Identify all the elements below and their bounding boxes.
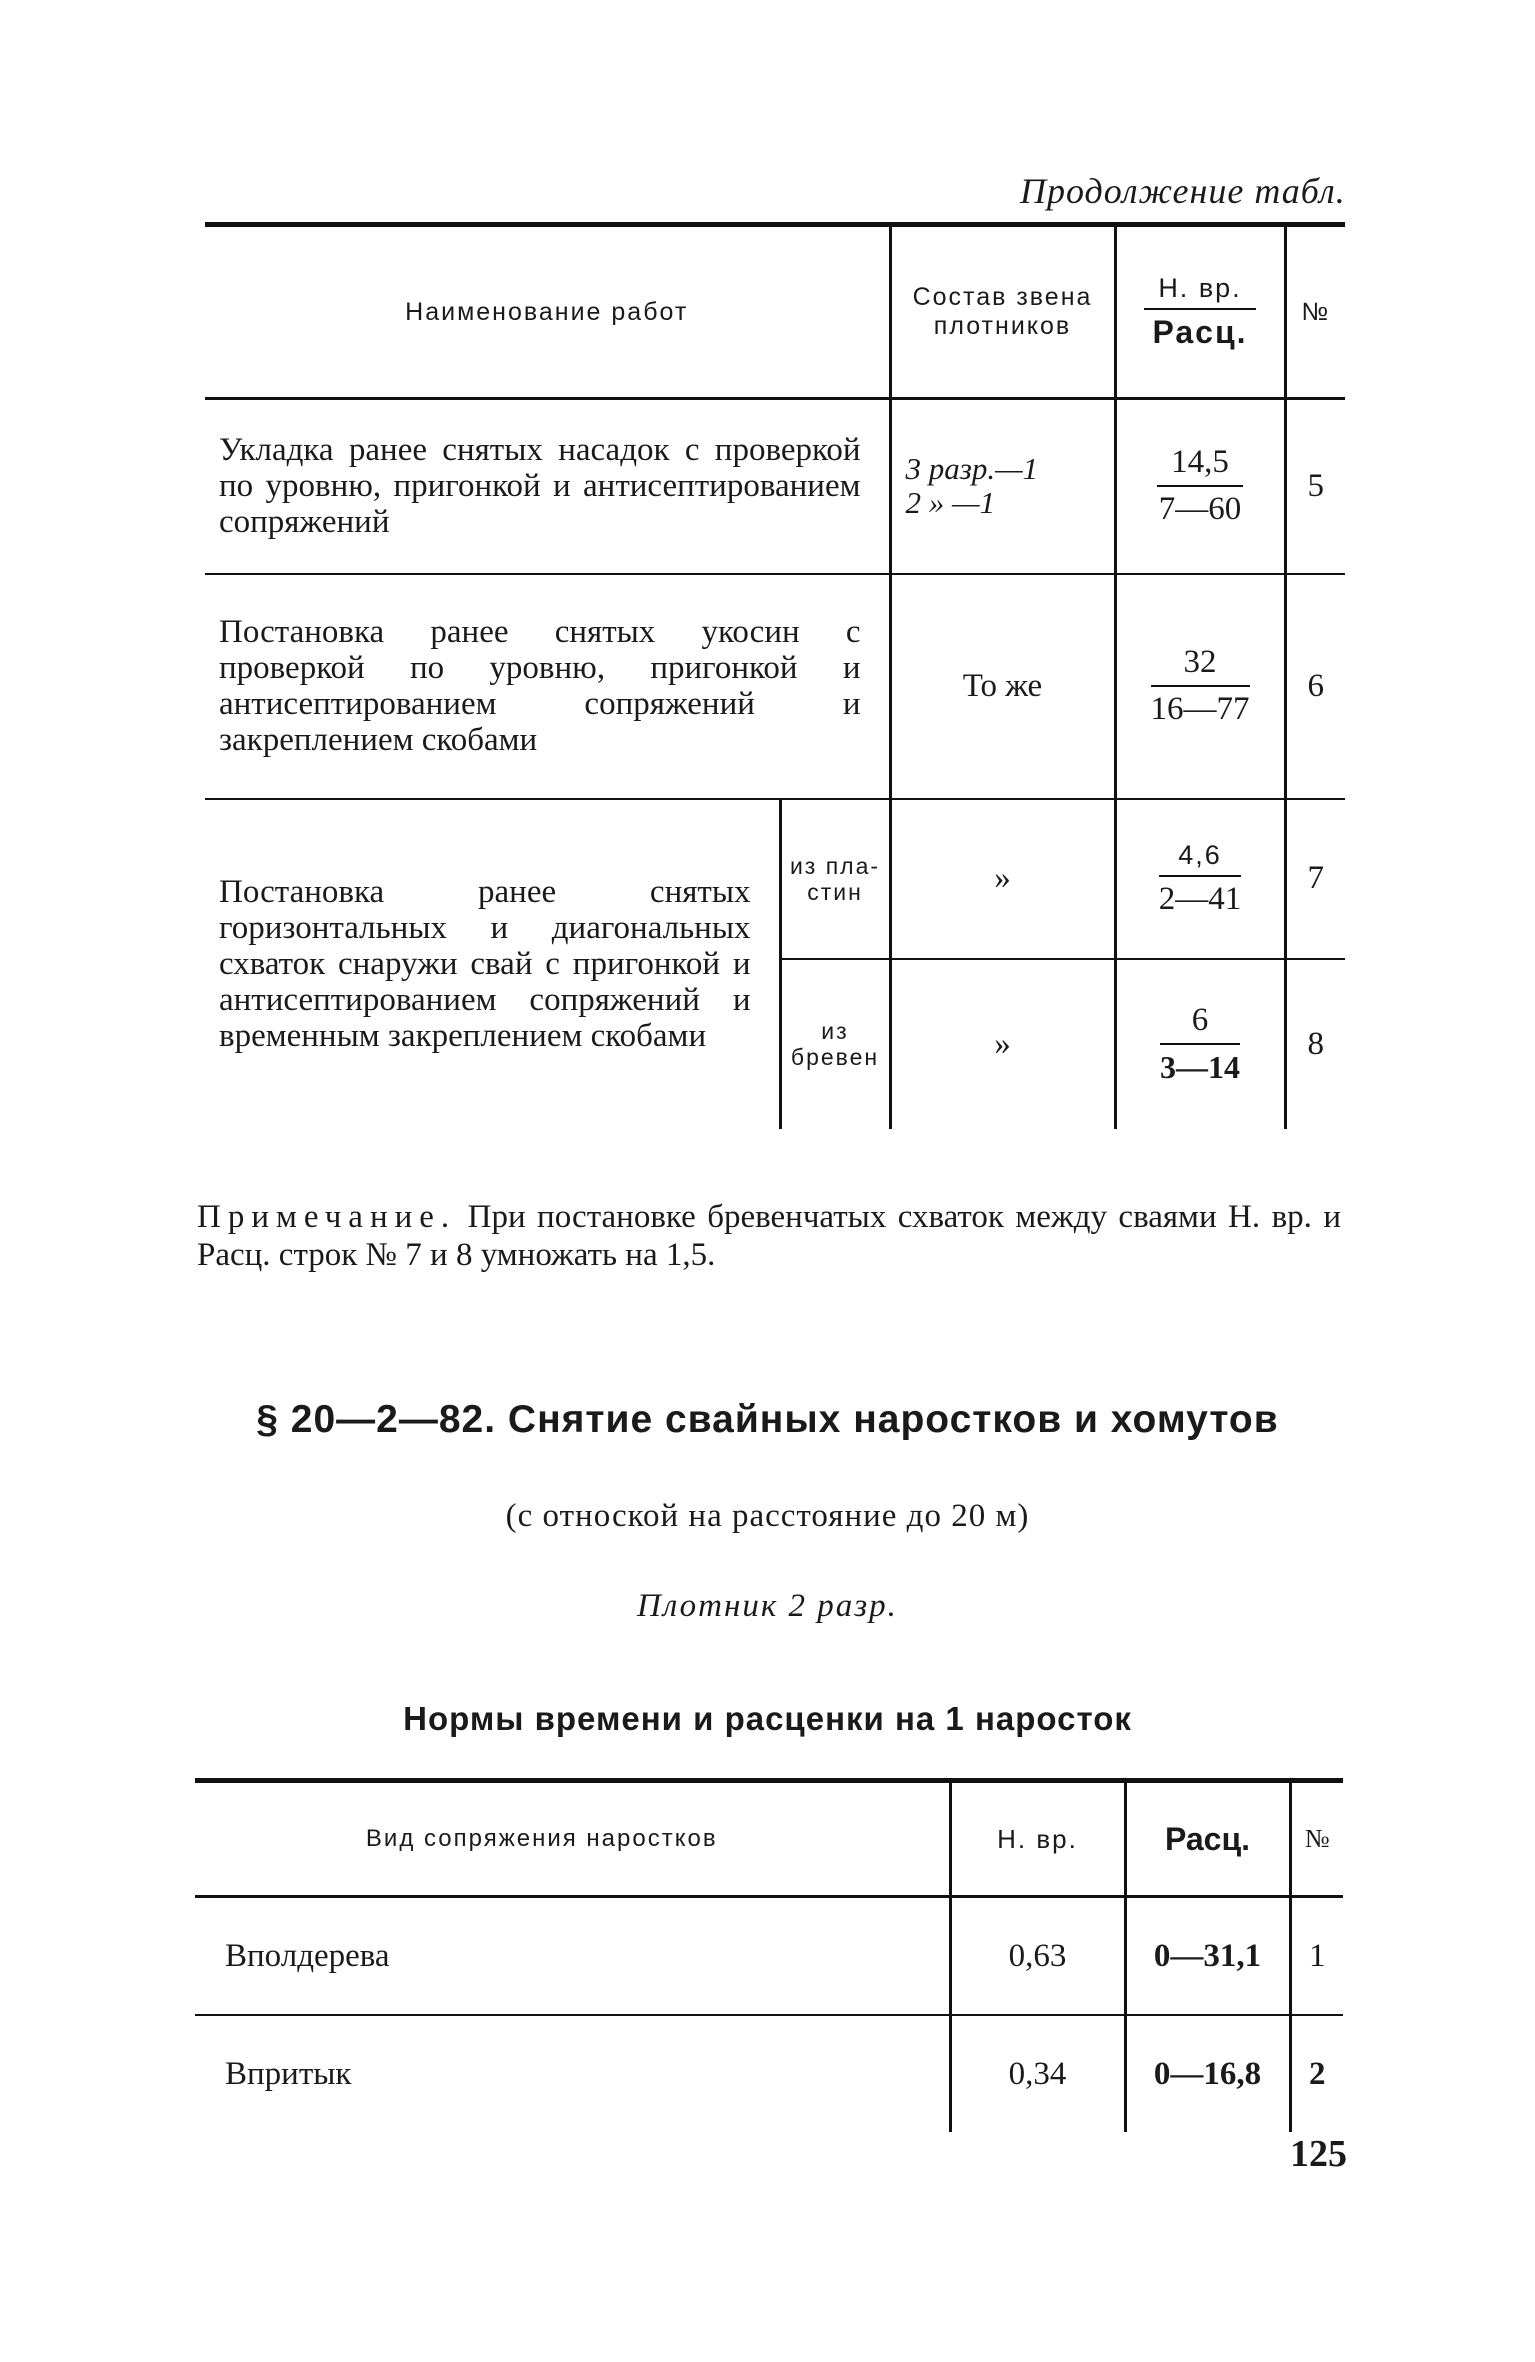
table-row xyxy=(195,2015,1343,2132)
material-type: из бревен xyxy=(780,959,890,1129)
table-header-row xyxy=(195,1781,1343,1897)
material-type: из пла- стин xyxy=(780,799,890,959)
norms-table xyxy=(195,1778,1343,2132)
page-number: 125 xyxy=(1290,2133,1347,2175)
joint-type: Вполдерева xyxy=(195,1897,950,2016)
table-row xyxy=(205,799,1345,959)
note-label: Примечание. xyxy=(197,1199,457,1235)
joint-type: Впритык xyxy=(225,2055,352,2092)
crew-composition: 3 разр.—1 2 » —1 xyxy=(890,399,1115,574)
rate-value: 0—16,8 xyxy=(1125,2015,1290,2132)
section-subtitle: (с отноской на расстояние до 20 м) xyxy=(505,1498,1030,1534)
note-text: При постановке бревенчатых схваток между сваями Н. вр. и Расц. строк № 7 и 8 умножать на 1,5. xyxy=(197,1199,1341,1273)
row-number: 5 xyxy=(1285,399,1345,574)
header-norm-rate: $\frac{Н. вр.}{\text{Расц.}}$ xyxy=(1115,225,1285,399)
header-norm: Н. вр. xyxy=(950,1781,1125,1897)
crew-composition: » xyxy=(890,799,1115,959)
work-description: Укладка ранее снятых насадок с проверкой по уровню, пригонкой и антисептированием сопряжений xyxy=(205,399,890,574)
header-type: Вид сопряжения наростков xyxy=(195,1781,950,1897)
work-description: Постановка ранее снятых горизонтальных и диагональных схваток снаружи свай с пригонкой и антисептированием сопряжений и временным закреплением скобами xyxy=(219,874,751,1054)
norm-rate: $\frac{6}{3—14}$ xyxy=(1115,959,1285,1129)
norm-rate: $\frac{14,5}{7—60}$ xyxy=(1115,399,1285,574)
table-row xyxy=(205,574,1345,799)
norm-value: 0,63 xyxy=(950,1897,1125,2016)
norm-rate: $\frac{32}{16—77}$ xyxy=(1115,574,1285,799)
norm-value: 0,34 xyxy=(950,2015,1125,2132)
table-row xyxy=(195,1897,1343,2016)
crew-composition: То же xyxy=(890,574,1115,799)
worker-grade: Плотник 2 разр. xyxy=(637,1588,898,1624)
norms-table-continued xyxy=(205,222,1345,1129)
header-name: Наименование работ xyxy=(205,225,890,399)
crew-composition: » xyxy=(890,959,1115,1129)
table-title: Нормы времени и расценки на 1 наросток xyxy=(403,1700,1132,1737)
header-crew: Состав звена плотников xyxy=(890,225,1115,399)
header-number: № xyxy=(1285,225,1345,399)
row-number: 7 xyxy=(1285,799,1345,959)
table-row xyxy=(205,399,1345,574)
work-description: Постановка ранее снятых укосин с проверкой по уровню, пригонкой и антисептированием сопряжений и закреплением скобами xyxy=(205,574,890,799)
row-number: 1 xyxy=(1290,1897,1343,2016)
table-note xyxy=(197,1198,1341,1274)
row-number: 6 xyxy=(1285,574,1345,799)
header-number: № xyxy=(1290,1781,1343,1897)
rate-value: 0—31,1 xyxy=(1125,1897,1290,2016)
row-number: 8 xyxy=(1285,959,1345,1129)
header-rate: Расц. xyxy=(1125,1781,1290,1897)
row-number: 2 xyxy=(1290,2015,1343,2132)
norm-rate: $\frac{4,6}{2—41}$ xyxy=(1115,799,1285,959)
section-title: § 20—2—82. Снятие свайных наростков и хомутов xyxy=(256,1398,1279,1441)
continuation-label: Продолжение табл. xyxy=(1020,171,1346,211)
table-header-row xyxy=(205,225,1345,399)
